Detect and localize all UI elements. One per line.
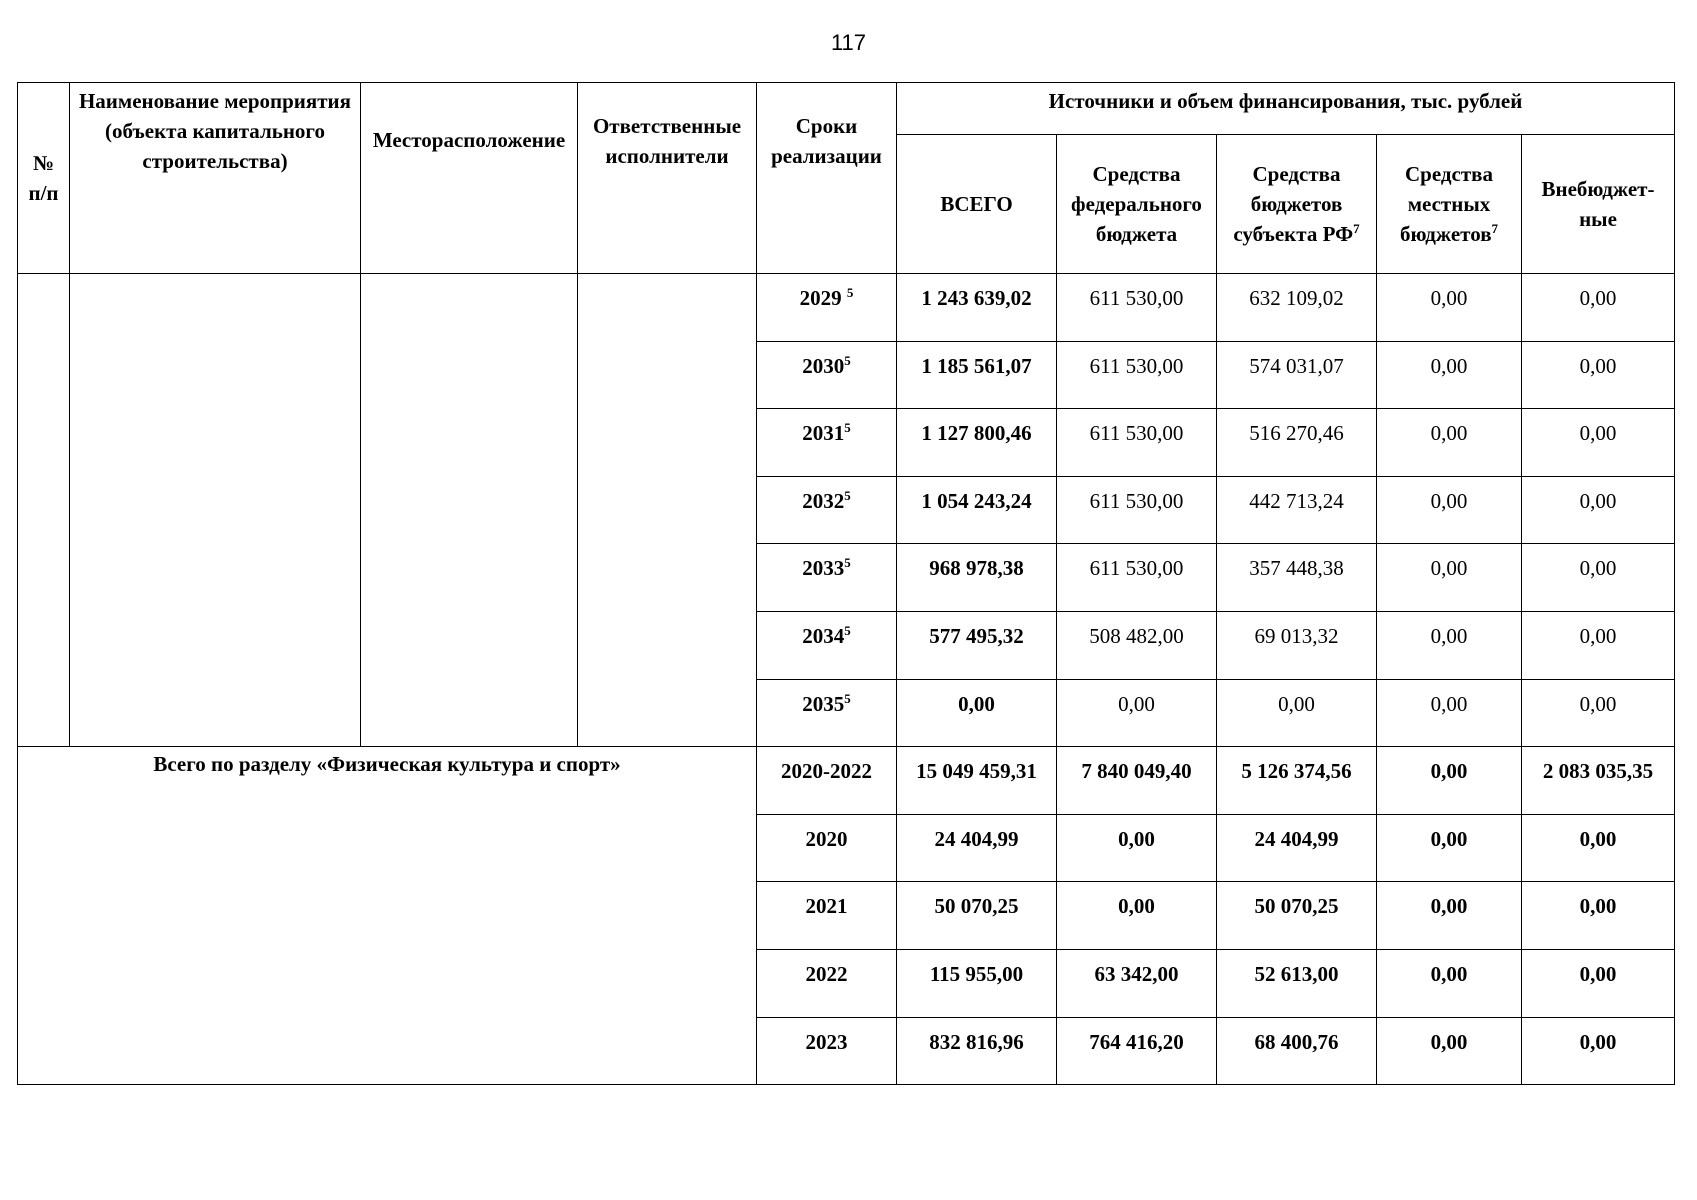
- cell-year: 2022: [757, 949, 897, 1017]
- cell-year: [757, 544, 897, 612]
- year-footnote: 5: [846, 285, 854, 300]
- cell-federal: 611 530,00: [1057, 341, 1217, 409]
- header-subject: [1217, 135, 1377, 274]
- cell-year: 2020-2022: [757, 747, 897, 815]
- header-sources: Источники и объем финансирования, тыс. рублей: [897, 83, 1675, 135]
- cell-extra: 2 083 035,35: [1522, 747, 1675, 815]
- cell-extra: 0,00: [1522, 814, 1675, 882]
- financing-table: [17, 82, 1675, 1085]
- cell-subject: 5 126 374,56: [1217, 747, 1377, 815]
- cell-year: [757, 611, 897, 679]
- cell-federal: 611 530,00: [1057, 476, 1217, 544]
- header-extra: Внебюджет-ные: [1522, 135, 1675, 274]
- year-text: 2030: [802, 353, 845, 378]
- cell-federal: 0,00: [1057, 679, 1217, 747]
- cell-total: 24 404,99: [897, 814, 1057, 882]
- cell-year: [757, 679, 897, 747]
- cell-year: [757, 476, 897, 544]
- cell-local: 0,00: [1377, 1017, 1522, 1085]
- cell-local: 0,00: [1377, 814, 1522, 882]
- cell-year: 2023: [757, 1017, 897, 1085]
- cell-extra: 0,00: [1522, 882, 1675, 950]
- cell-extra: 0,00: [1522, 409, 1675, 477]
- header-local-footnote: 7: [1491, 221, 1499, 236]
- cell-local: 0,00: [1377, 679, 1522, 747]
- cell-extra: 0,00: [1522, 1017, 1675, 1085]
- header-total: ВСЕГО: [897, 135, 1057, 274]
- cell-responsible-empty: [578, 274, 757, 747]
- year-text: 2035: [802, 691, 845, 716]
- cell-total: 15 049 459,31: [897, 747, 1057, 815]
- cell-location-empty: [361, 274, 578, 747]
- cell-local: 0,00: [1377, 341, 1522, 409]
- cell-total: 1 054 243,24: [897, 476, 1057, 544]
- cell-federal: 611 530,00: [1057, 544, 1217, 612]
- cell-federal: 611 530,00: [1057, 409, 1217, 477]
- table-row: [18, 747, 1675, 815]
- cell-subject: 50 070,25: [1217, 882, 1377, 950]
- year-footnote: 5: [844, 622, 851, 638]
- cell-year: 2021: [757, 882, 897, 950]
- cell-local: 0,00: [1377, 882, 1522, 950]
- cell-federal: 7 840 049,40: [1057, 747, 1217, 815]
- cell-num-empty: [18, 274, 70, 747]
- header-federal: Средства федерального бюджета: [1057, 135, 1217, 274]
- cell-extra: 0,00: [1522, 611, 1675, 679]
- cell-subject: 0,00: [1217, 679, 1377, 747]
- cell-total: 968 978,38: [897, 544, 1057, 612]
- year-text: 2031: [802, 421, 845, 446]
- cell-subject: 69 013,32: [1217, 611, 1377, 679]
- header-responsible: Ответственные исполнители: [578, 83, 757, 274]
- cell-extra: 0,00: [1522, 274, 1675, 342]
- cell-local: 0,00: [1377, 544, 1522, 612]
- cell-total: 832 816,96: [897, 1017, 1057, 1085]
- cell-federal: 764 416,20: [1057, 1017, 1217, 1085]
- year-footnote: 5: [844, 420, 851, 436]
- year-footnote: 5: [844, 690, 851, 706]
- year-footnote: 5: [844, 487, 851, 503]
- header-local: [1377, 135, 1522, 274]
- cell-year: [757, 274, 897, 342]
- header-subject-text: Средства бюджетов субъекта РФ: [1233, 162, 1354, 246]
- cell-total: 0,00: [897, 679, 1057, 747]
- cell-subject: 357 448,38: [1217, 544, 1377, 612]
- header-num: № п/п: [18, 83, 70, 274]
- year-text: 2029: [799, 286, 842, 310]
- header-location: Месторасположение: [361, 83, 578, 274]
- cell-local: 0,00: [1377, 409, 1522, 477]
- cell-total: 115 955,00: [897, 949, 1057, 1017]
- section-total-label: Всего по разделу «Физическая культура и спорт»: [18, 747, 757, 1085]
- header-terms: Сроки реализации: [757, 83, 897, 274]
- page-number: 117: [830, 30, 867, 55]
- cell-extra: 0,00: [1522, 679, 1675, 747]
- cell-subject: 68 400,76: [1217, 1017, 1377, 1085]
- year-footnote: 5: [844, 352, 851, 368]
- cell-total: 50 070,25: [897, 882, 1057, 950]
- cell-year: 2020: [757, 814, 897, 882]
- year-text: 2032: [802, 488, 845, 513]
- cell-subject: 442 713,24: [1217, 476, 1377, 544]
- cell-year: [757, 341, 897, 409]
- cell-extra: 0,00: [1522, 949, 1675, 1017]
- cell-total: 1 185 561,07: [897, 341, 1057, 409]
- header-local-text: Средства местных бюджетов: [1399, 162, 1493, 246]
- cell-subject: 52 613,00: [1217, 949, 1377, 1017]
- cell-federal: 611 530,00: [1057, 274, 1217, 342]
- year-footnote: 5: [844, 555, 851, 571]
- cell-total: 1 243 639,02: [897, 274, 1057, 342]
- cell-local: 0,00: [1377, 611, 1522, 679]
- cell-subject: 632 109,02: [1217, 274, 1377, 342]
- cell-total: 1 127 800,46: [897, 409, 1057, 477]
- cell-local: 0,00: [1377, 476, 1522, 544]
- cell-year: [757, 409, 897, 477]
- cell-name-empty: [70, 274, 361, 747]
- cell-extra: 0,00: [1522, 476, 1675, 544]
- cell-subject: 24 404,99: [1217, 814, 1377, 882]
- cell-federal: 0,00: [1057, 814, 1217, 882]
- table-row: [18, 274, 1675, 342]
- cell-federal: 0,00: [1057, 882, 1217, 950]
- cell-federal: 508 482,00: [1057, 611, 1217, 679]
- cell-extra: 0,00: [1522, 544, 1675, 612]
- cell-subject: 516 270,46: [1217, 409, 1377, 477]
- cell-local: 0,00: [1377, 747, 1522, 815]
- cell-extra: 0,00: [1522, 341, 1675, 409]
- year-text: 2033: [802, 556, 845, 581]
- cell-federal: 63 342,00: [1057, 949, 1217, 1017]
- header-name: Наименование мероприятия (объекта капитального строительства): [70, 83, 361, 274]
- cell-local: 0,00: [1377, 949, 1522, 1017]
- year-text: 2034: [802, 623, 845, 648]
- cell-total: 577 495,32: [897, 611, 1057, 679]
- cell-subject: 574 031,07: [1217, 341, 1377, 409]
- header-subject-footnote: 7: [1353, 221, 1360, 236]
- cell-local: 0,00: [1377, 274, 1522, 342]
